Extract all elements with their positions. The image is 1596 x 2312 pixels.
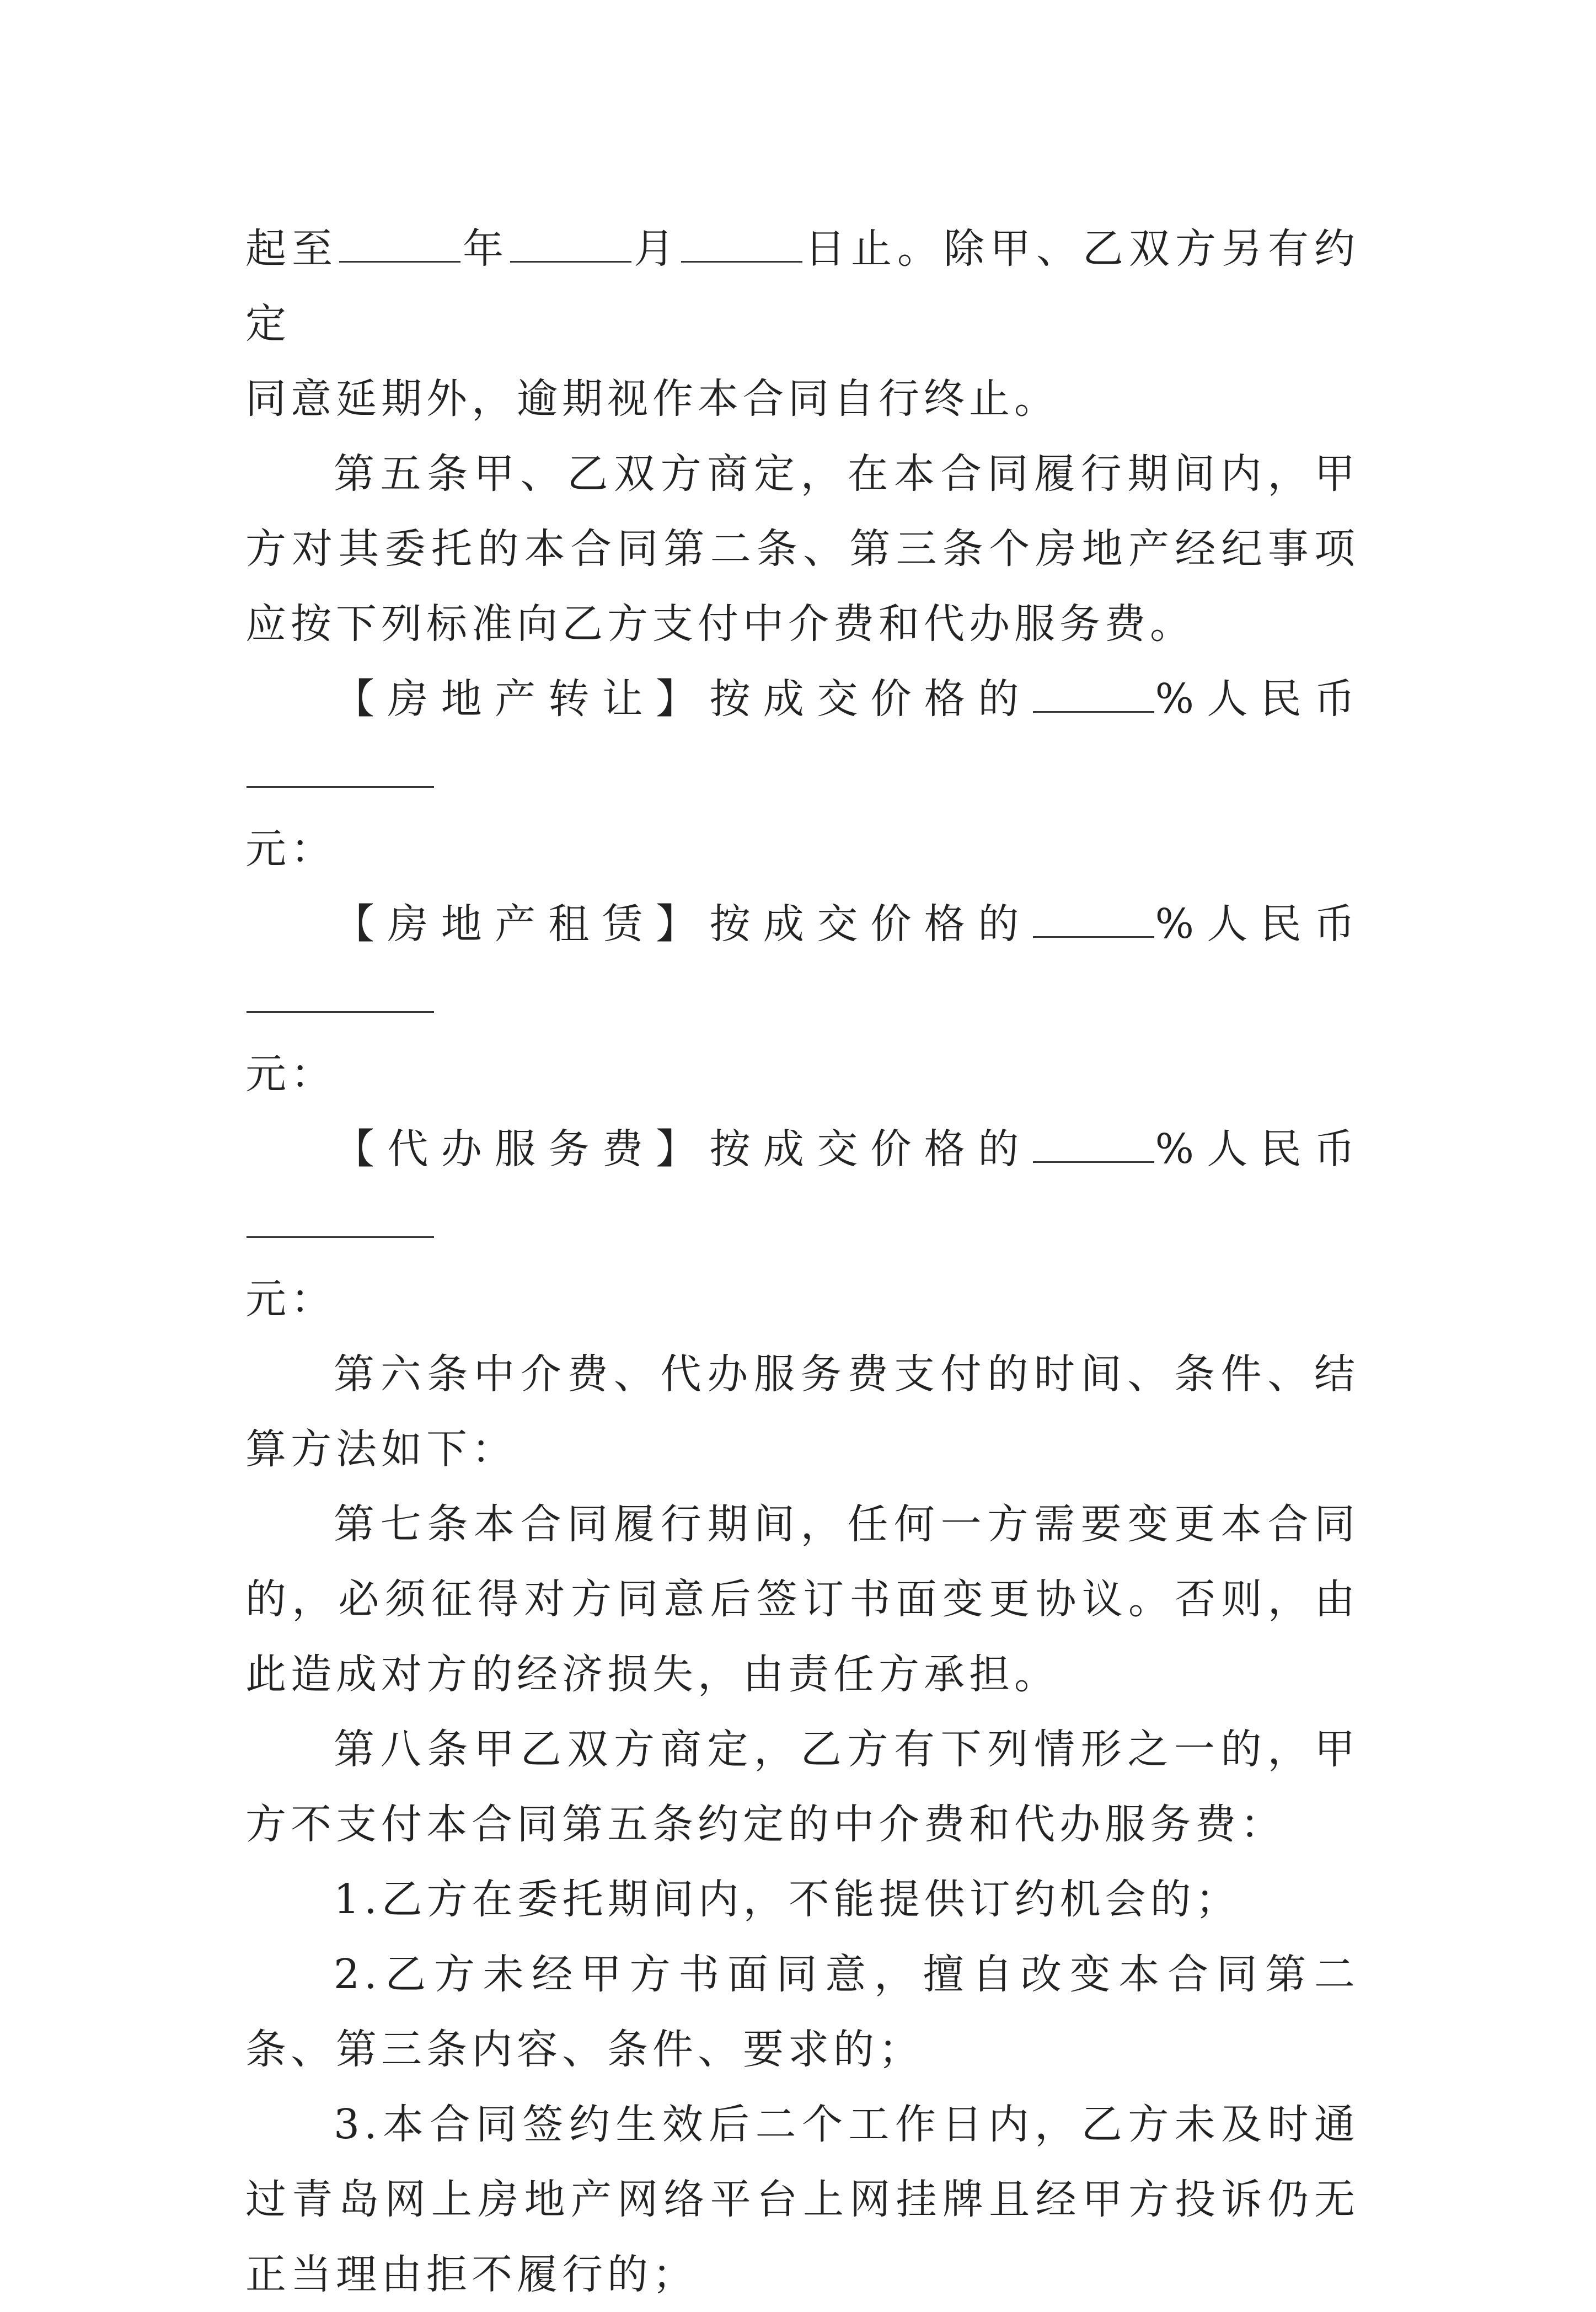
term-end-line <box>245 211 1359 361</box>
text-segment: 年 <box>462 225 509 273</box>
text-segment: 日止。除甲、乙双方另有约定 <box>245 225 1359 348</box>
year-blank <box>339 222 460 263</box>
term-extension-line: 同意延期外，逾期视作本合同自行终止。 <box>245 375 1059 423</box>
month-blank <box>510 222 631 263</box>
fee-mid: %人民币 <box>1155 675 1359 723</box>
fee-label: 【代办服务费】按成交价格的 <box>334 1125 1032 1173</box>
text-segment: 月 <box>633 225 680 273</box>
fee-service <box>245 1112 1359 1262</box>
amount-blank <box>247 1198 434 1238</box>
percent-blank <box>1033 898 1154 938</box>
list-item-1: 1.乙方在委托期间内，不能提供订约机会的； <box>334 1876 1241 1923</box>
article-6: 第六条中介费、代办服务费支付的时间、条件、结算方法如下： <box>245 1350 1359 1473</box>
fee-mid: %人民币 <box>1155 900 1359 948</box>
percent-blank <box>1033 672 1154 713</box>
article-7: 第七条本合同履行期间，任何一方需要变更本合同的，必须征得对方同意后签订书面变更协议。否则，由此造成对方的经济损失，由责任方承担。 <box>245 1501 1359 1698</box>
percent-blank <box>1033 1123 1154 1163</box>
amount-blank <box>247 973 434 1013</box>
fee-service-unit: 元： <box>245 1275 336 1323</box>
list-item-3: 3.本合同签约生效后二个工作日内，乙方未及时通过青岛网上房地产网络平台上网挂牌且经甲方投诉仍无正当理由拒不履行的； <box>245 2101 1359 2298</box>
day-blank <box>681 222 802 263</box>
fee-label: 【房地产租赁】按成交价格的 <box>334 900 1032 948</box>
fee-lease <box>245 887 1359 1037</box>
fee-lease-unit: 元： <box>245 1050 336 1098</box>
fee-transfer-unit: 元： <box>245 825 336 873</box>
article-8: 第八条甲乙双方商定，乙方有下列情形之一的，甲方不支付本合同第五条约定的中介费和代办服务费： <box>245 1726 1359 1848</box>
text-segment: 起至 <box>245 225 338 273</box>
fee-transfer <box>245 661 1359 811</box>
fee-mid: %人民币 <box>1155 1125 1359 1173</box>
list-item-2: 2.乙方未经甲方书面同意，擅自改变本合同第二条、第三条内容、条件、要求的； <box>245 1951 1359 2073</box>
amount-blank <box>247 747 434 788</box>
contract-body <box>245 211 1359 2312</box>
fee-label: 【房地产转让】按成交价格的 <box>334 675 1032 723</box>
article-5: 第五条甲、乙双方商定，在本合同履行期间内，甲方对其委托的本合同第二条、第三条个房地产经纪事项应按下列标准向乙方支付中介费和代办服务费。 <box>245 450 1359 648</box>
